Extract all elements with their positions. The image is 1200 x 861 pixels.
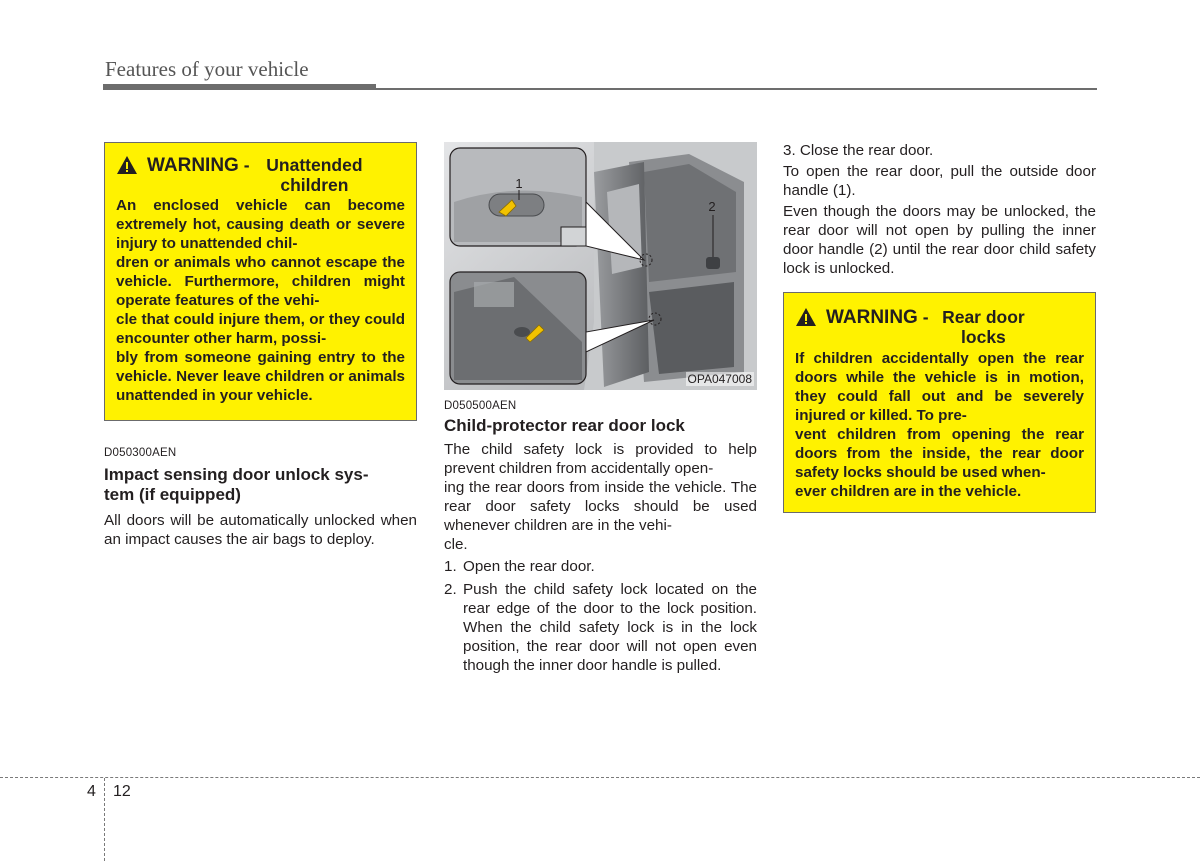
paragraph-unlock-info: Even though the doors may be unlocked, the rear door will not open by pulling the inner door handle (2) until the rear door child safety lock is unlocked. (783, 203, 1096, 277)
figure-callout-2: 2 (708, 199, 716, 214)
steps-list (444, 557, 757, 675)
section-paragraph: The child safety lock is provided to help prevent children from accidentally open- ing the rear doors from inside the vehicle. The rear door safety locks should be used whenever children are in the vehi- cle. (444, 441, 757, 553)
step-number: 1. (444, 558, 457, 575)
rear-door-illustration (444, 142, 757, 390)
warning-dash: - (922, 307, 929, 327)
column-3 (783, 142, 1096, 513)
warning-word: WARNING (147, 155, 239, 176)
warning-topic: Rear door locks (942, 307, 1025, 347)
paragraph-open-door: To open the rear door, pull the outside door handle (1). (783, 163, 1096, 199)
warning-topic: Unattended children (266, 155, 363, 195)
column-1 (104, 142, 417, 549)
figure-code: OPA047008 (687, 372, 752, 386)
step-text: Push the child safety lock located on the rear edge of the door to the lock position. When the child safety lock is in the lock position, the rear door will not open even though the inner door handle is pulled. (463, 581, 757, 674)
step-3-text: 3. Close the rear door. (783, 142, 934, 159)
figure-callout-1: 1 (515, 176, 523, 191)
warning-dash: - (243, 155, 250, 175)
warning-heading (116, 155, 405, 195)
column-2 (444, 142, 757, 675)
warning-triangle-icon (795, 307, 817, 327)
section-code: D050300AEN (104, 447, 177, 459)
warning-box-unattended-children (104, 142, 417, 421)
rear-door-lock-figure (444, 142, 757, 390)
page-section-number: 4 (87, 783, 96, 800)
header-bar-thick (103, 84, 376, 90)
section-heading: Impact sensing door unlock sys- tem (if equipped) (104, 465, 369, 504)
warning-word: WARNING (826, 307, 918, 328)
footer-dashed-rule (0, 777, 1200, 778)
warning-box-rear-door-locks (783, 292, 1096, 513)
warning-triangle-icon (116, 155, 138, 175)
warning-body: An enclosed vehicle can become extremely hot, causing death or severe injury to unattended chil- dren or animals who cannot escape the vehicle. Furthermore, children might operate features of the vehi- cle that could injure them, or they could encounter other harm, possi- bly from someone gaining entry to the vehicle. Never leave children or animals unattended in your vehicle. (116, 197, 405, 404)
footer-vertical-dashed-rule (104, 778, 105, 861)
warning-heading (795, 307, 1084, 347)
warning-body: If children accidentally open the rear doors while the vehicle is in motion, they could fall out and be severely injured or killed. To pre- vent children from opening the rear doors from the inside, the rear door safety locks should be used when- ever children are in the vehicle. (795, 350, 1084, 500)
section-paragraph: All doors will be automatically unlocked when an impact causes the air bags to deploy. (104, 512, 417, 548)
step-text: Open the rear door. (463, 558, 595, 575)
page-number: 12 (113, 783, 131, 800)
section-heading: Child-protector rear door lock (444, 416, 685, 435)
list-item (444, 557, 757, 576)
list-item (444, 580, 757, 675)
step-number: 2. (444, 581, 457, 598)
section-code: D050500AEN (444, 400, 517, 412)
header-bar-thin (376, 88, 1097, 90)
page-header-title: Features of your vehicle (105, 57, 309, 81)
